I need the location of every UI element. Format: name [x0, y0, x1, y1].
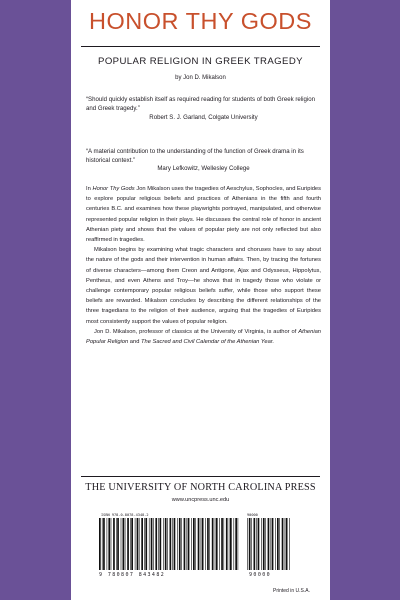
barcode-bar: [254, 518, 256, 570]
barcode-bar: [289, 518, 290, 570]
barcode-bar: [258, 518, 260, 570]
book-description: [86, 184, 321, 347]
barcode-bar: [163, 518, 164, 570]
barcode-bar: [195, 518, 196, 570]
barcode-bar: [251, 518, 252, 570]
barcode-bar: [261, 518, 262, 570]
barcode-bar: [216, 518, 218, 570]
barcode-bar: [108, 518, 110, 570]
review-quote-2: “A material contribution to the understanding of the function of Greek drama in its historical context.”: [86, 148, 304, 165]
barcode-bar: [99, 518, 101, 570]
barcode-bar: [123, 518, 125, 570]
publisher-name: THE UNIVERSITY OF NORTH CAROLINA PRESS: [85, 482, 316, 493]
barcode-bar: [234, 518, 235, 570]
barcode-bar: [149, 518, 150, 570]
barcode-bar: [113, 518, 115, 570]
barcode-bar: [202, 518, 204, 570]
back-cover: [71, 0, 330, 600]
barcode-bar: [212, 518, 214, 570]
barcode-bar: [187, 518, 188, 570]
barcode-bar: [144, 518, 145, 570]
author-book-2: The Sacred and Civil Calendar of the Athenian Year.: [141, 339, 275, 346]
barcode-bar: [121, 518, 122, 570]
barcode-bar: [127, 518, 129, 570]
isbn-label: ISBN 978-0-8078-4348-2: [101, 513, 149, 517]
barcode-bar: [209, 518, 210, 570]
barcode-bar: [153, 518, 154, 570]
description-text-1: Jon Mikalson uses the tragedies of Aeschylus, Sophocles, and Euripides to explore popular religious beliefs and practices of Athenians in the fifth and fourth centuries B.C. and examines how these playwrights portrayed, manipulated, and otherwise represented popular religion in their plays. He discusses the central role of honor in ancient Athenian piety and shows that the values of popular piety are not only reflected but also reaffirmed in tragedies.: [86, 186, 322, 244]
barcode-bar: [177, 518, 178, 570]
barcode-bar: [155, 518, 157, 570]
barcode-bar: [268, 518, 270, 570]
barcode-bar: [193, 518, 195, 570]
barcode-bar: [285, 518, 286, 570]
publisher-url: www.uncpress.unc.edu: [171, 497, 230, 503]
barcode-bar: [141, 518, 143, 570]
barcode-bar: [221, 518, 223, 570]
barcode-bar: [235, 518, 237, 570]
barcode-bar: [256, 518, 257, 570]
barcode-bar: [229, 518, 230, 570]
barcode-bar: [111, 518, 112, 570]
price-barcode: [247, 518, 291, 570]
barcode-bar: [191, 518, 192, 570]
barcode-bar: [102, 518, 103, 570]
description-book-title: Honor Thy Gods: [92, 186, 135, 192]
barcode-bar: [247, 518, 248, 570]
barcode-bar: [125, 518, 126, 570]
author-bio-text-a: Jon D. Mikalson, professor of classics at the University of Virginia, is author of: [94, 328, 299, 335]
author-bio-text-b: and: [128, 339, 141, 346]
review-attribution-1: Robert S. J. Garland, Colgate University: [149, 114, 258, 121]
barcode-bar: [198, 518, 200, 570]
barcode-bar: [265, 518, 266, 570]
description-prefix: In: [86, 186, 91, 192]
barcode-bar: [263, 518, 265, 570]
barcode-digits: 9 780807 843482: [99, 572, 166, 578]
barcode-bar: [238, 518, 239, 570]
author-bio: [86, 327, 321, 347]
barcode-bar: [277, 518, 279, 570]
barcode-bar: [158, 518, 159, 570]
barcode-bar: [271, 518, 272, 570]
book-title: HONOR THY GODS: [89, 8, 312, 34]
author-book-1: Athenian Popular Religion: [86, 328, 321, 346]
review-attribution-2: Mary Lefkowitz, Wellesley College: [157, 165, 250, 172]
barcode-bar: [160, 518, 162, 570]
barcode-bar: [151, 518, 153, 570]
review-quote-1: “Should quickly establish itself as required reading for students of both Greek religion and Greek tragedy.”: [86, 96, 315, 113]
barcode-bar: [188, 518, 190, 570]
barcode-bar: [181, 518, 182, 570]
barcode-bar: [130, 518, 131, 570]
author-byline: by Jon D. Mikalson: [175, 75, 226, 81]
barcode-bar: [131, 518, 133, 570]
barcode-bar: [226, 518, 228, 570]
description-paragraph-2: Mikalson begins by examining what tragic characters and choruses have to say about the nature of the gods and their intervention in human affairs. Then, by tracing the fortunes of diverse characters—among them Creon and Antigone, Ajax and Odysseus, Hippolytus, Pentheus, and even Athens and Troy—he shows that in tragedy those who violate or challenge contemporary popular religious beliefs suffer, while those who support these beliefs are rewarded. Mikalson concludes by describing the different relationships of the three tragedians to the religion of their audience, arguing that the tragedies of Euripides most consistently support the values of popular religion.: [86, 247, 321, 325]
barcode-bar: [205, 518, 206, 570]
book-subtitle: POPULAR RELIGION IN GREEK TRAGEDY: [98, 56, 303, 67]
barcode-bar: [219, 518, 220, 570]
printed-in-usa: Printed in U.S.A.: [273, 588, 310, 594]
barcode-bar: [103, 518, 105, 570]
barcode-bar: [167, 518, 168, 570]
barcode-bar: [201, 518, 202, 570]
price-label: 90000: [247, 513, 258, 517]
barcode-bar: [272, 518, 274, 570]
barcode-bar: [172, 518, 173, 570]
barcode-bar: [135, 518, 136, 570]
barcode-bar: [215, 518, 216, 570]
barcode-bar: [224, 518, 225, 570]
barcode-bar: [249, 518, 251, 570]
barcode-bar: [207, 518, 209, 570]
barcode-bar: [174, 518, 176, 570]
description-paragraph-1: [86, 184, 321, 245]
barcode-bar: [279, 518, 280, 570]
barcode-bar: [137, 518, 139, 570]
isbn-barcode: [99, 518, 239, 570]
barcode-bar: [107, 518, 108, 570]
barcode-bar: [145, 518, 147, 570]
top-rule: [81, 46, 320, 47]
barcode-bar: [117, 518, 119, 570]
barcode-bar: [286, 518, 288, 570]
barcode-bar: [116, 518, 117, 570]
barcode-bar: [275, 518, 276, 570]
price-digits: 90000: [249, 572, 272, 578]
barcode-bar: [179, 518, 181, 570]
barcode-bar: [139, 518, 140, 570]
barcode-bar: [230, 518, 232, 570]
barcode-bar: [170, 518, 172, 570]
barcode-bar: [184, 518, 186, 570]
barcode-bar: [282, 518, 284, 570]
barcode-bar: [165, 518, 167, 570]
bottom-rule: [81, 476, 320, 477]
